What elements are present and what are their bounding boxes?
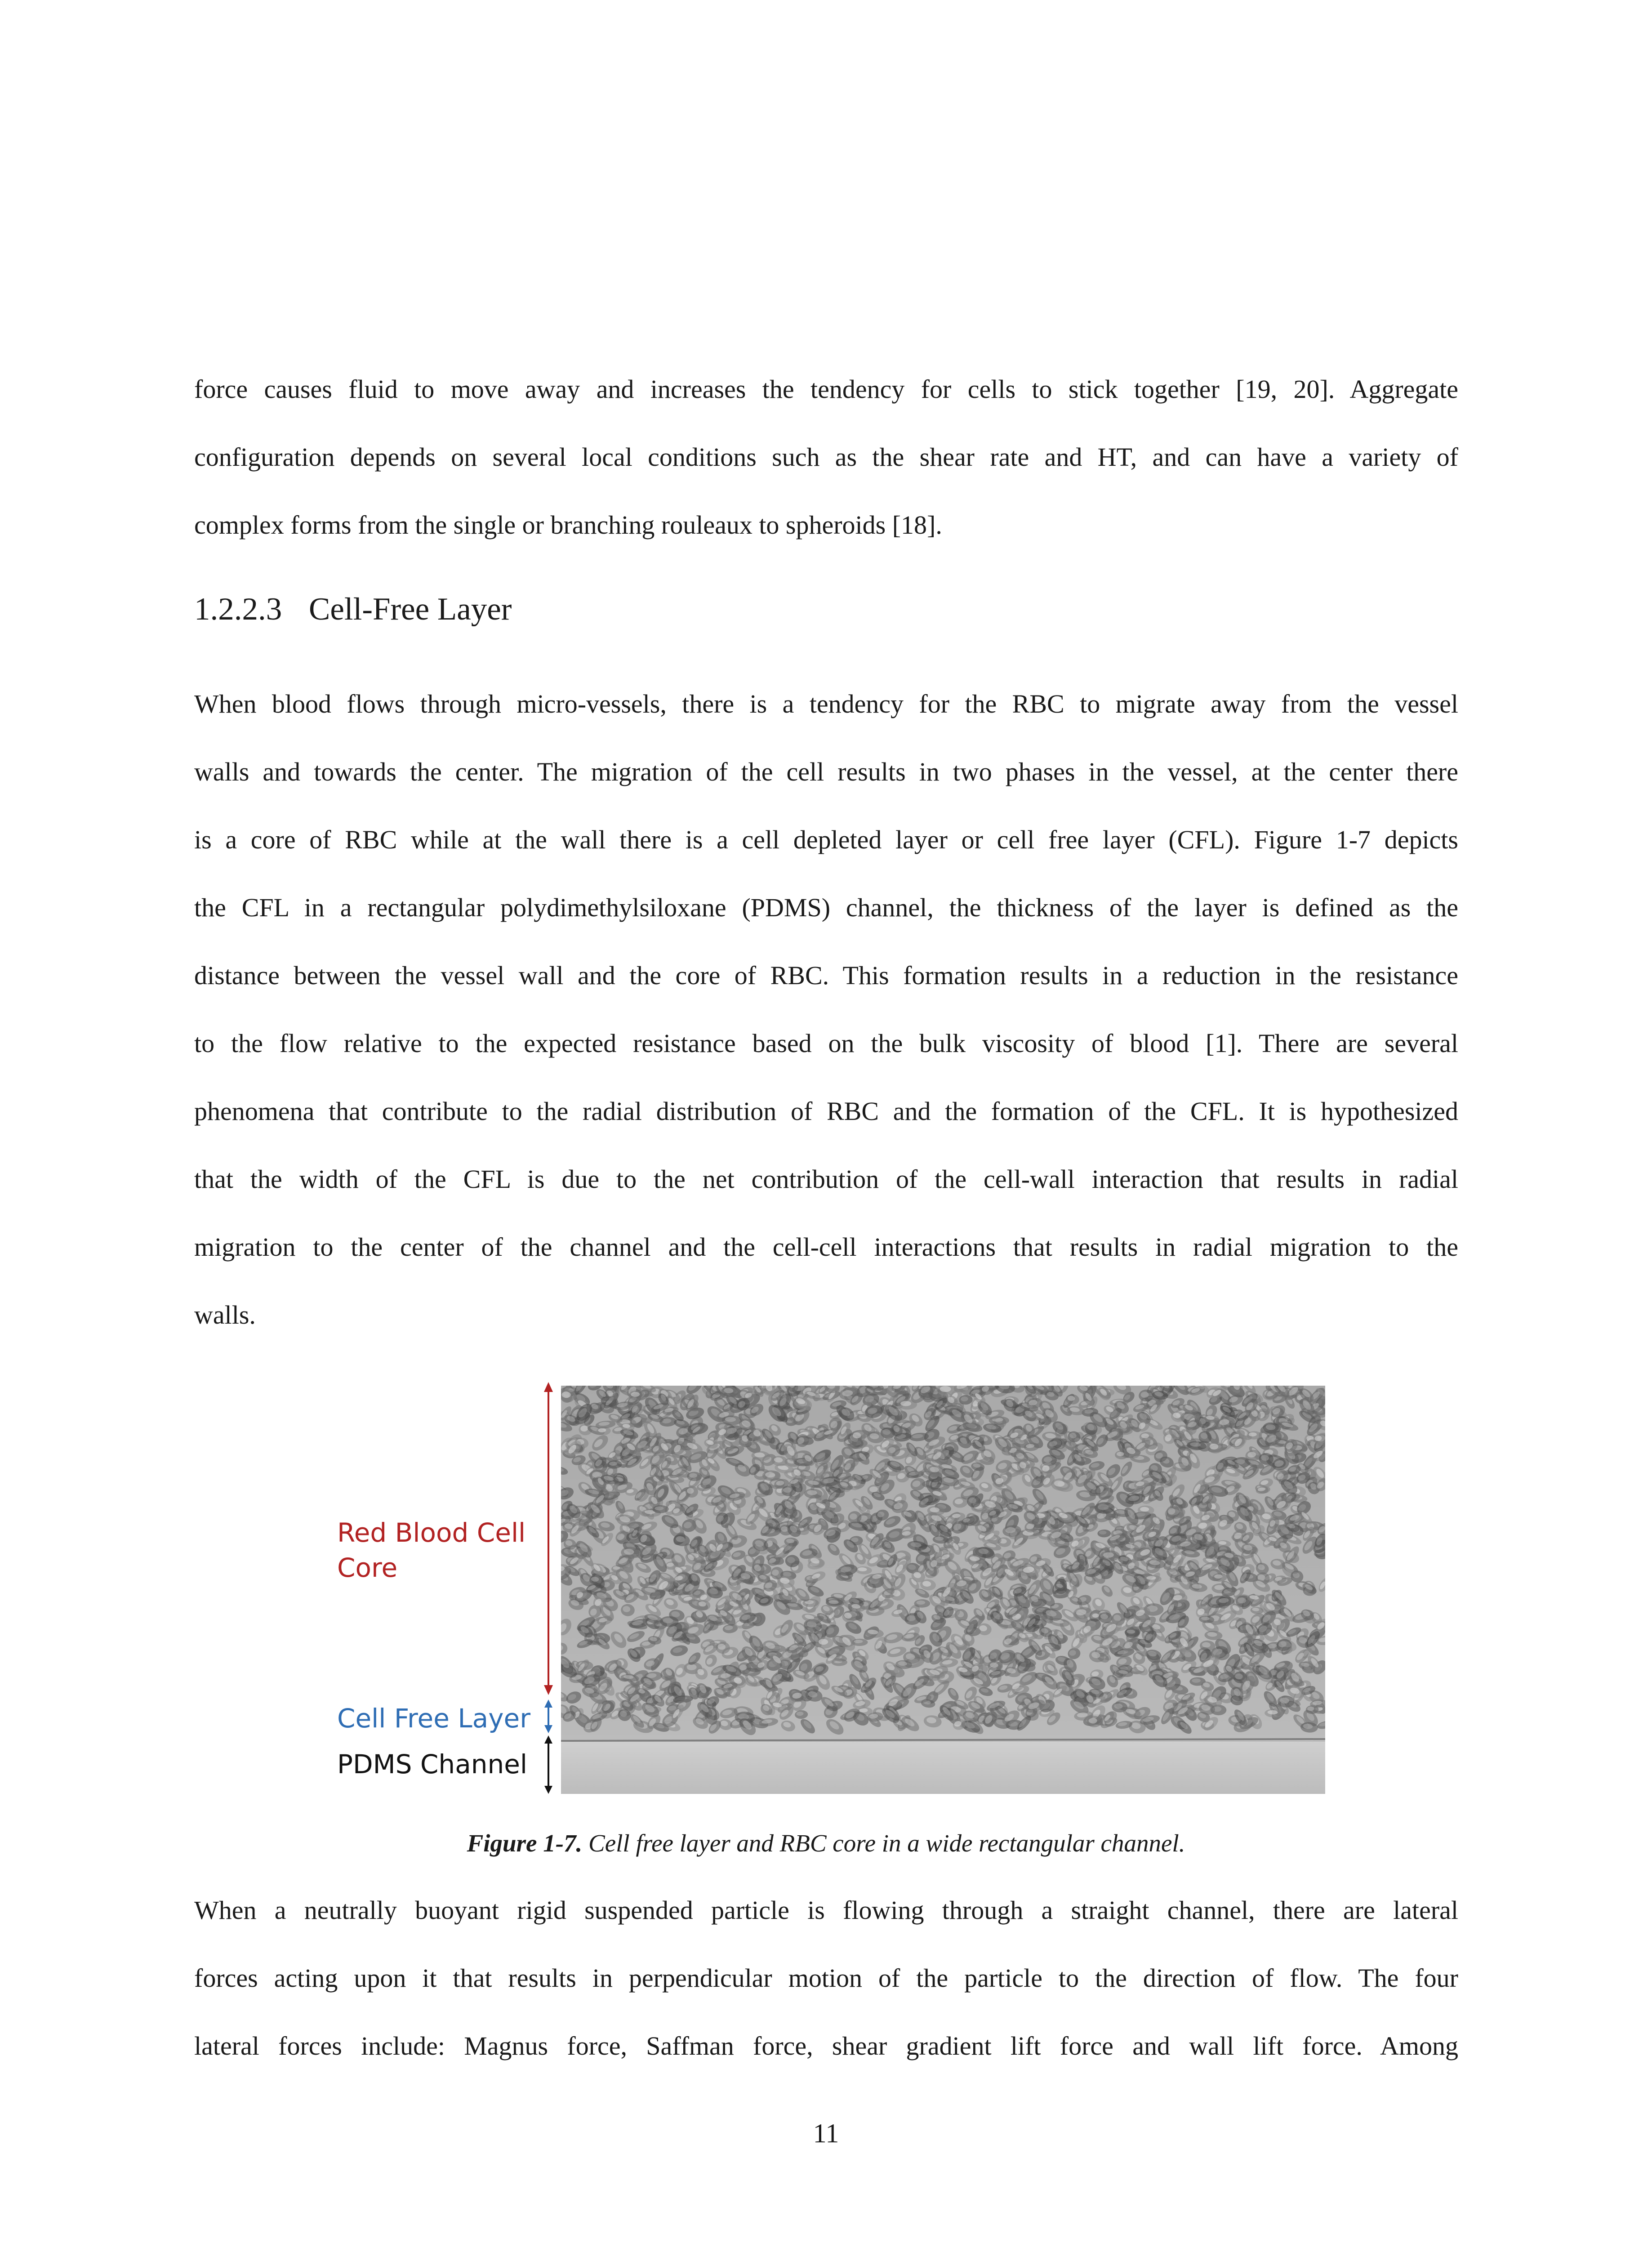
text-line: walls and towards the center. The migration of the cell results in two phases in the vessel, at the center there xyxy=(194,757,1458,786)
text-line: configuration depends on several local conditions such as the shear rate and HT, and can have a variety of xyxy=(194,442,1458,472)
rbc-micrograph xyxy=(561,1386,1325,1794)
rbc-core-arrow xyxy=(544,1382,553,1695)
section-number: 1.2.2.3 xyxy=(194,592,282,627)
text-line: distance between the vessel wall and the core of RBC. This formation results in a reduction in the resistance xyxy=(194,961,1458,990)
text-line: that the width of the CFL is due to the net contribution of the cell-wall interaction that results in radial xyxy=(194,1164,1458,1194)
text-line: migration to the center of the channel and the cell-cell interactions that results in radial migration to the xyxy=(194,1232,1458,1262)
text-line: phenomena that contribute to the radial distribution of RBC and the formation of the CFL. It is hypothesized xyxy=(194,1097,1458,1126)
text-line: force causes fluid to move away and increases the tendency for cells to stick together [19, 20]. Aggregate xyxy=(194,375,1458,404)
pdms-channel-label: PDMS Channel xyxy=(337,1749,528,1780)
text-line: complex forms from the single or branching rouleaux to spheroids [18]. xyxy=(194,510,942,540)
text-line: walls. xyxy=(194,1300,256,1329)
paragraph-aggregate xyxy=(194,355,1458,559)
text-line: the CFL in a rectangular polydimethylsiloxane (PDMS) channel, the thickness of the layer is defined as the xyxy=(194,893,1458,922)
text-line: is a core of RBC while at the wall there is a cell depleted layer or cell free layer (CFL). Figure 1-7 depicts xyxy=(194,825,1458,854)
micrograph-image xyxy=(561,1386,1325,1794)
text-line: to the flow relative to the expected resistance based on the bulk viscosity of blood [1]. There are several xyxy=(194,1029,1458,1058)
pdms-channel-arrow xyxy=(544,1735,552,1794)
cell-free-layer-arrow xyxy=(544,1699,552,1733)
section-title: Cell-Free Layer xyxy=(309,592,512,627)
figure-1-7 xyxy=(324,1380,1335,1798)
section-heading xyxy=(194,587,512,632)
paragraph-cell-free-layer xyxy=(194,670,1458,1349)
cell-free-layer-label: Cell Free Layer xyxy=(337,1703,531,1734)
rbc-core-label: Red Blood Cell Core xyxy=(337,1517,526,1583)
text-line: When blood flows through micro-vessels, there is a tendency for the RBC to migrate away from the vessel xyxy=(194,689,1458,718)
